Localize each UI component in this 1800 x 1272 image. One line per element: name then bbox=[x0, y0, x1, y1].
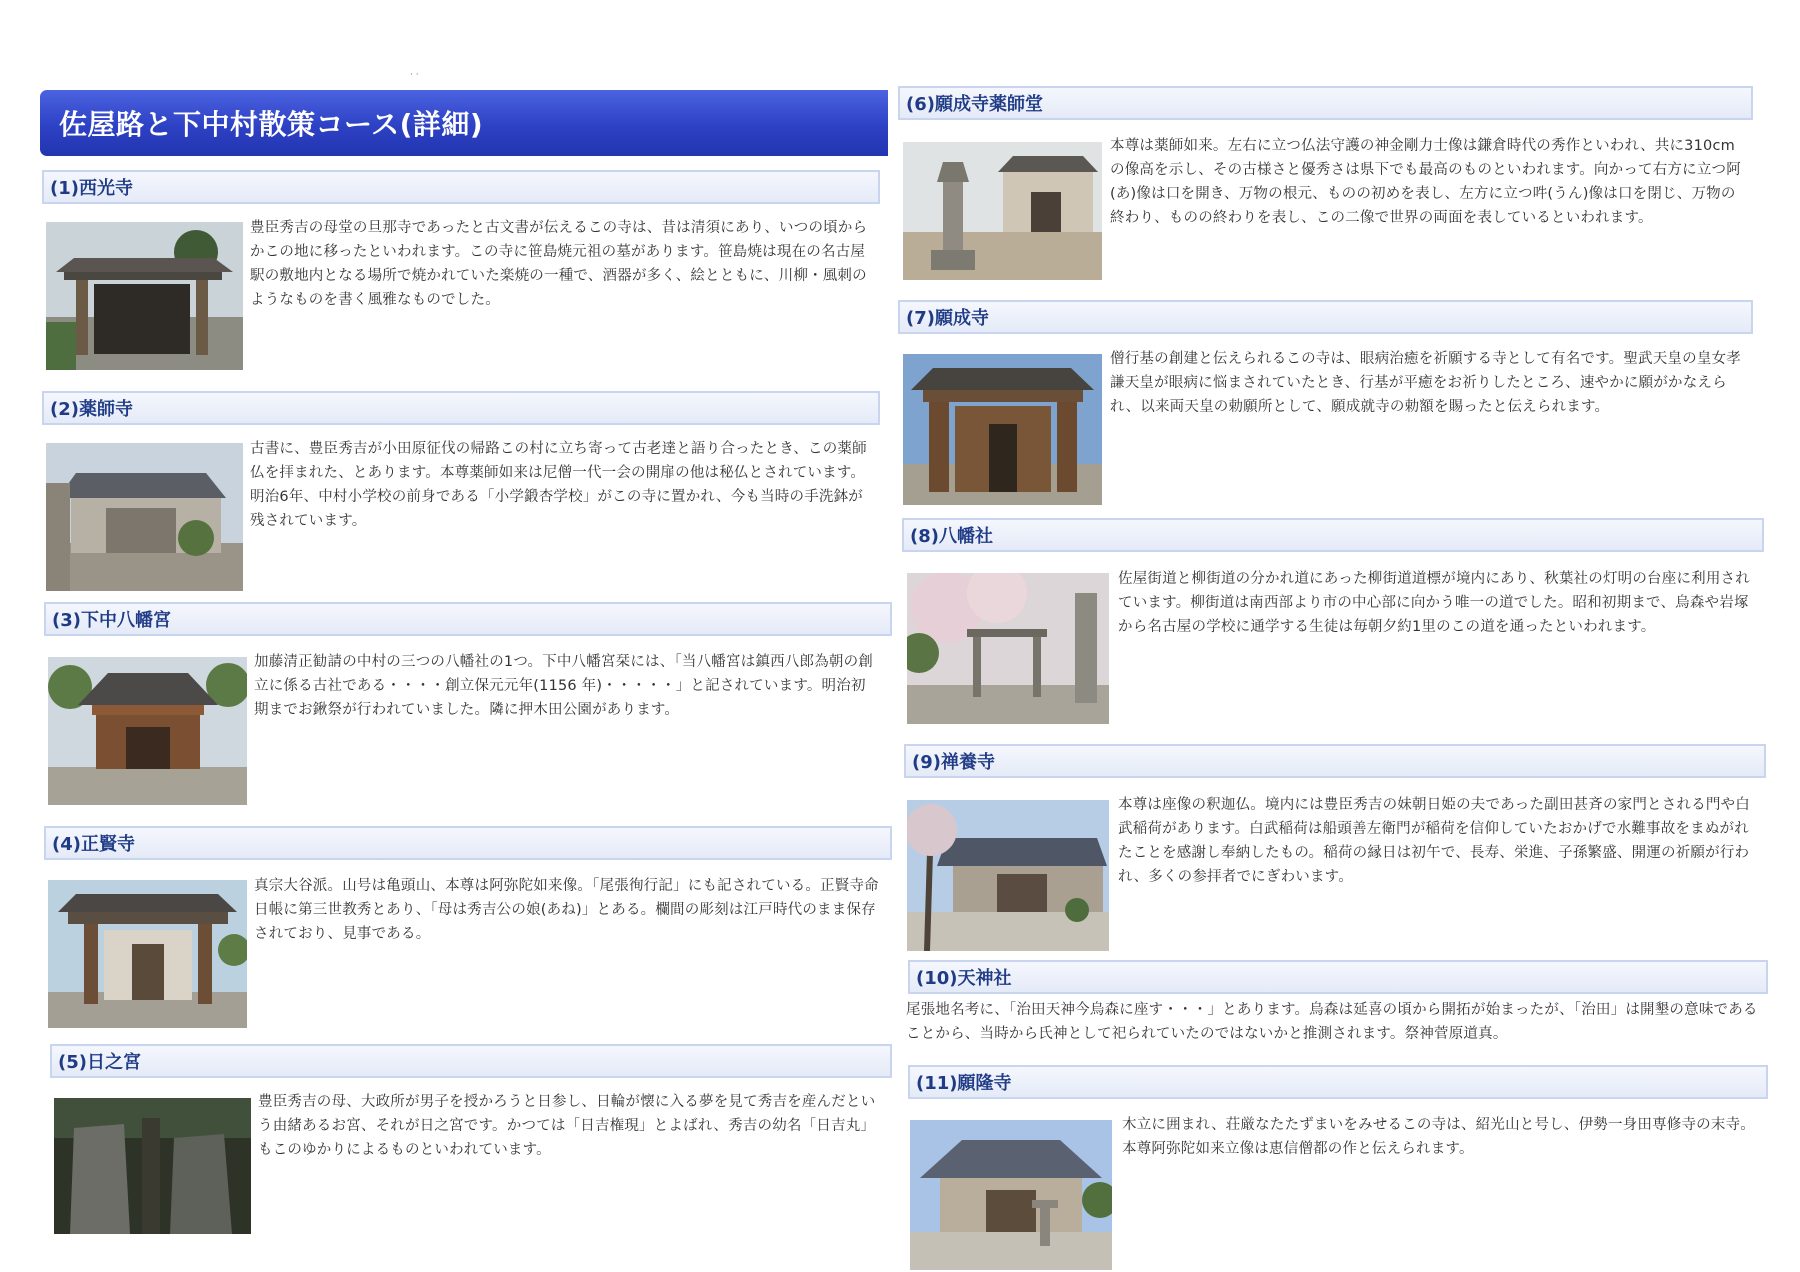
section-heading-1: (1)西光寺 bbox=[42, 170, 880, 204]
section-photo-5 bbox=[54, 1098, 251, 1234]
section-heading-7: (7)願成寺 bbox=[898, 300, 1753, 334]
section-heading-8: (8)八幡社 bbox=[902, 518, 1764, 552]
section-heading-4: (4)正賢寺 bbox=[44, 826, 892, 860]
section-text-8: 佐屋街道と柳街道の分かれ道にあった柳街道道標が境内にあり、秋葉社の灯明の台座に利用されています。柳街道は南西部より市の中心部に向かう唯一の道でした。昭和初期まで、烏森や岩塚から名古屋の学校に通学する生徒は毎朝夕約1里のこの道を通ったといわれます。 bbox=[1118, 571, 1750, 635]
section-text-6: 本尊は薬師如来。左右に立つ仏法守護の神金剛力士像は鎌倉時代の秀作といわれ、共に310cmの像高を示し、その古様さと優秀さは県下でも最高のものといわれます。向かって右方に立つ阿(あ)像は口を開き、万物の根元、ものの初めを表し、左方に立つ吽(うん)像は口を閉じ、万物の終わり、ものの終わりを表し、この二像で世界の両面を表しているといわれます。 bbox=[1110, 138, 1741, 226]
section-heading-5: (5)日之宮 bbox=[50, 1044, 892, 1078]
section-photo-2 bbox=[46, 443, 243, 591]
section-text-1: 豊臣秀吉の母堂の旦那寺であったと古文書が伝えるこの寺は、昔は清須にあり、いつの頃からかこの地に移ったといわれます。この寺に笹島焼元祖の墓があります。笹島焼は現在の名古屋駅の敷地内となる場所で焼かれていた楽焼の一種で、酒器が多く、絵とともに、川柳・風刺のようなものを書く風雅なものでした。 bbox=[250, 220, 868, 308]
section-heading-9: (9)禅養寺 bbox=[904, 744, 1766, 778]
section-text-10: 尾張地名考に、「治田天神今烏森に座す・・・」とあります。烏森は延喜の頃から開拓が始まったが、「治田」は開墾の意味であることから、当時から氏神として祀られていたのではないかと推測されます。祭神菅原道真。 bbox=[906, 1002, 1758, 1042]
section-photo-9 bbox=[907, 800, 1109, 951]
page-title: 佐屋路と下中村散策コース(詳細) bbox=[40, 90, 888, 156]
section-photo-11 bbox=[910, 1120, 1112, 1270]
section-photo-1 bbox=[46, 222, 243, 370]
section-heading-2: (2)薬師寺 bbox=[42, 391, 880, 425]
section-text-3: 加藤清正勧請の中村の三つの八幡社の1つ。下中八幡宮栞には、「当八幡宮は鎮西八郎為朝の創立に係る古社である・・・・創立保元元年(1156 年)・・・・・」と記されています。明治初期までお鍬祭が行われていました。隣に押木田公園があります。 bbox=[254, 654, 873, 718]
section-heading-6: (6)願成寺薬師堂 bbox=[898, 86, 1753, 120]
section-text-5: 豊臣秀吉の母、大政所が男子を授かろうと日参し、日輪が懐に入る夢を見て秀吉を産んだという由緒あるお宮、それが日之宮です。かつては「日吉権現」とよばれ、秀吉の幼名「日吉丸」もこのゆかりによるものといわれています。 bbox=[258, 1094, 876, 1158]
section-text-9: 本尊は座像の釈迦仏。境内には豊臣秀吉の妹朝日姫の夫であった副田甚斉の家門とされる門や白武稲荷があります。白武稲荷は船頭善左衛門が稲荷を信仰していたおかげで水難事故をまぬがれたことを感謝し奉納したもの。稲荷の縁日は初午で、長寿、栄進、子孫繁盛、開運の祈願が行われ、多くの参拝者でにぎわいます。 bbox=[1118, 797, 1750, 885]
section-photo-3 bbox=[48, 657, 247, 805]
section-text-4: 真宗大谷派。山号は亀頭山、本尊は阿弥陀如来像。「尾張徇行記」にも記されている。正賢寺命日帳に第三世教秀とあり、「母は秀吉公の娘(あね)」とある。欄間の彫刻は江戸時代のまま保存されており、見事である。 bbox=[254, 878, 879, 942]
section-photo-7 bbox=[903, 354, 1102, 505]
section-heading-3: (3)下中八幡宮 bbox=[44, 602, 892, 636]
section-heading-11: (11)願隆寺 bbox=[908, 1065, 1768, 1099]
section-text-11: 木立に囲まれ、荘厳なたたずまいをみせるこの寺は、紹光山と号し、伊勢一身田専修寺の末寺。本尊阿弥陀如来立像は恵信僧都の作と伝えられます。 bbox=[1122, 1117, 1755, 1157]
section-photo-6 bbox=[903, 142, 1102, 280]
section-heading-10: (10)天神社 bbox=[908, 960, 1768, 994]
top-marks: · · bbox=[410, 70, 419, 80]
section-text-7: 僧行基の創建と伝えられるこの寺は、眼病治癒を祈願する寺として有名です。聖武天皇の皇女孝謙天皇が眼病に悩まされていたとき、行基が平癒をお祈りしたところ、速やかに願がかなえられ、以来両天皇の勅願所として、願成就寺の勅額を賜ったと伝えられます。 bbox=[1110, 351, 1741, 415]
section-photo-4 bbox=[48, 880, 247, 1028]
section-text-2: 古書に、豊臣秀吉が小田原征伐の帰路この村に立ち寄って古老達と語り合ったとき、この薬師仏を拝まれた、とあります。本尊薬師如来は尼僧一代一会の開扉の他は秘仏とされています。明治6年、中村小学校の前身である「小学鍛杏学校」がこの寺に置かれ、今も当時の手洗鉢が残されています。 bbox=[250, 441, 867, 529]
section-photo-8 bbox=[907, 573, 1109, 724]
